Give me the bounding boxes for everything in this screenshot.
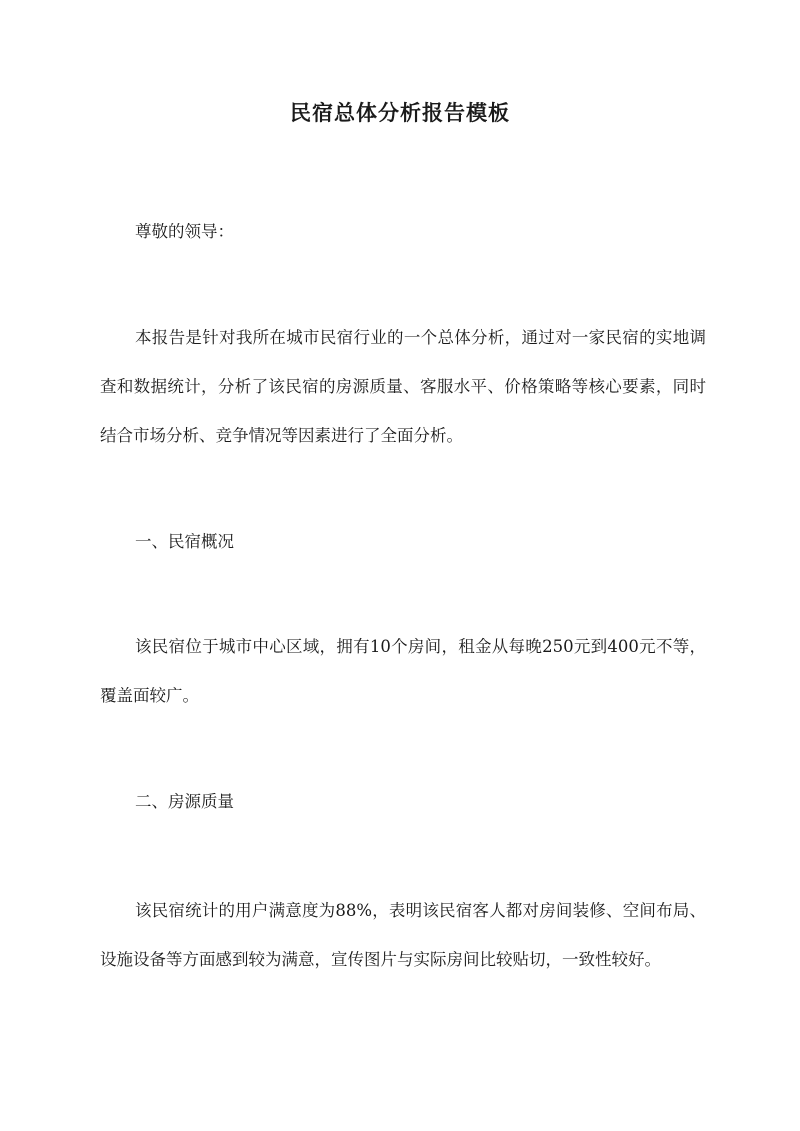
intro-paragraph: 本报告是针对我所在城市民宿行业的一个总体分析，通过对一家民宿的实地调查和数据统计，分析了该民宿的房源质量、客服水平、价格策略等核心要素，同时结合市场分析、竞争情况等因素进行了全面分析。 [100, 328, 706, 445]
section-body-overview: 该民宿位于城市中心区域，拥有10个房间，租金从每晚250元到400元不等，覆盖面较广。 [100, 637, 706, 705]
section-body-quality: 该民宿统计的用户满意度为88%，表明该民宿客人都对房间装修、空间布局、设施设备等方面感到较为满意，宣传图片与实际房间比较贴切，一致性较好。 [100, 901, 706, 969]
section-heading-quality: 二、房源质量 [135, 792, 234, 811]
document-title: 民宿总体分析报告模板 [290, 100, 510, 125]
salutation: 尊敬的领导： [135, 222, 234, 241]
section-heading-overview: 一、民宿概况 [135, 532, 234, 551]
